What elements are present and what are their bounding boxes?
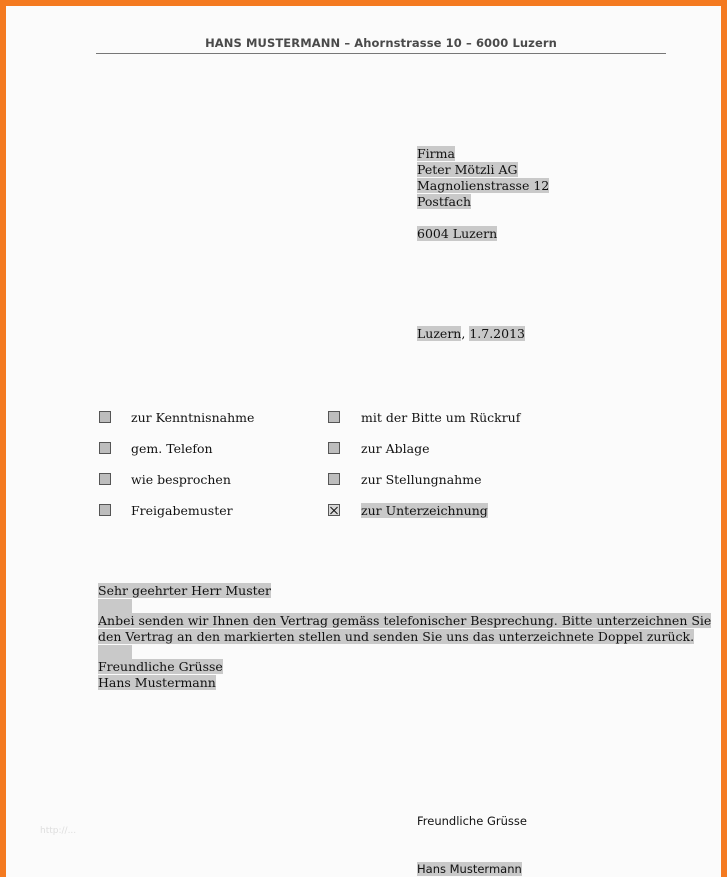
checkbox-rueckruf[interactable] — [328, 411, 340, 423]
body-line[interactable]: den Vertrag an den markierten stellen und senden Sie uns das unterzeichnete Doppel zurück. — [98, 629, 695, 644]
salutation[interactable]: Sehr geehrter Herr Muster — [98, 583, 272, 598]
date-line — [417, 326, 525, 341]
checkbox-label: wie besprochen — [131, 472, 231, 487]
checkbox-label: zur Ablage — [361, 441, 430, 456]
letterhead-rule — [96, 53, 666, 54]
checkbox-ablage[interactable] — [328, 442, 340, 454]
checkbox-telefon[interactable] — [99, 442, 111, 454]
paragraph-mark — [98, 599, 132, 613]
recipient-line[interactable]: Firma — [417, 146, 455, 161]
paragraph-mark — [98, 645, 132, 659]
recipient-line[interactable]: Postfach — [417, 194, 471, 209]
letter-page — [6, 6, 721, 877]
checkbox-label: mit der Bitte um Rückruf — [361, 410, 521, 425]
signature-name: Hans Mustermann — [417, 862, 522, 876]
checkbox-label: Freigabemuster — [131, 503, 233, 518]
recipient-address — [417, 146, 549, 242]
recipient-line[interactable]: Peter Mötzli AG — [417, 162, 518, 177]
checkbox-unterzeichnung-checked[interactable] — [328, 504, 340, 516]
signature-closing: Freundliche Grüsse — [417, 814, 527, 828]
recipient-city[interactable]: 6004 Luzern — [417, 226, 498, 241]
watermark: http://... — [40, 826, 77, 836]
checkbox-kenntnisnahme[interactable] — [99, 411, 111, 423]
checkbox-freigabemuster[interactable] — [99, 504, 111, 516]
closing[interactable]: Freundliche Grüsse — [98, 659, 223, 674]
recipient-line[interactable]: Magnolienstrasse 12 — [417, 178, 550, 193]
date-value[interactable]: 1.7.2013 — [469, 326, 525, 341]
checkbox-stellungnahme[interactable] — [328, 473, 340, 485]
letter-body — [98, 583, 711, 691]
sender-name[interactable]: Hans Mustermann — [98, 675, 216, 690]
date-place[interactable]: Luzern — [417, 326, 462, 341]
body-line[interactable]: Anbei senden wir Ihnen den Vertrag gemäss telefonischer Besprechung. Bitte unterzeichnen Sie — [98, 613, 712, 628]
letterhead: HANS MUSTERMANN – Ahornstrasse 10 – 6000 Luzern — [205, 36, 557, 50]
checkbox-label: gem. Telefon — [131, 441, 213, 456]
checkbox-label: zur Unterzeichnung — [361, 503, 488, 518]
checkbox-label: zur Kenntnisnahme — [131, 410, 255, 425]
checkbox-label: zur Stellungnahme — [361, 472, 482, 487]
date-separator: , — [461, 326, 470, 341]
checkbox-besprochen[interactable] — [99, 473, 111, 485]
